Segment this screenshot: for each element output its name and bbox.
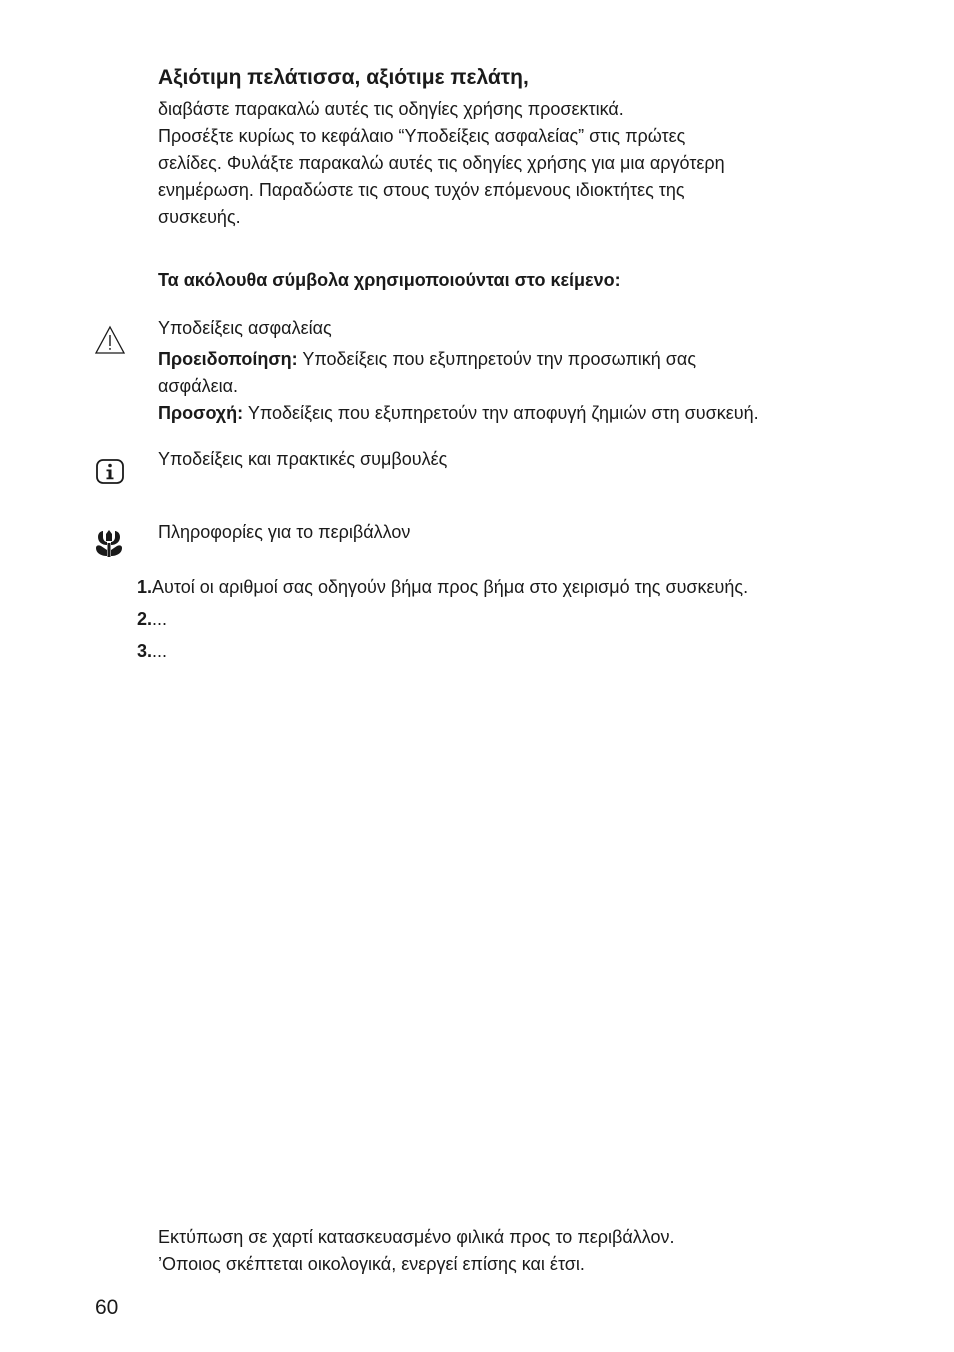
page-title: Αξιότιμη πελάτισσα, αξιότιμε πελάτη, <box>158 66 529 89</box>
list-item <box>127 577 748 609</box>
step-text: ... <box>152 641 168 661</box>
intro-line: Προσέξτε κυρίως το κεφάλαιο “Υποδείξεις ασφαλείας” στις πρώτες <box>158 126 686 146</box>
info-icon <box>94 456 126 488</box>
list-item <box>127 641 748 673</box>
caution-text: Υποδείξεις που εξυπηρετούν την αποφυγή ζημιών στη συσκευή. <box>243 403 759 423</box>
intro-paragraph <box>158 96 878 231</box>
warning-line <box>158 346 696 373</box>
intro-line: ενημέρωση. Παραδώστε τις στους τυχόν επόμενους ιδιοκτήτες της <box>158 180 685 200</box>
symbols-heading: Τα ακόλουθα σύμβολα χρησιμοποιούνται στο κείμενο: <box>158 270 621 290</box>
footer-note-line: Εκτύπωση σε χαρτί κατασκευασμένο φιλικά προς το περιβάλλον. <box>158 1227 675 1247</box>
safety-symbol-label: Υποδείξεις ασφαλείας <box>158 318 332 338</box>
warning-text: Υποδείξεις που εξυπηρετούν την προσωπική σας <box>297 349 697 369</box>
steps-list <box>127 577 748 673</box>
step-number: 1. <box>136 577 152 597</box>
step-text: Αυτοί οι αριθμοί σας οδηγούν βήμα προς βήμα στο χειρισμό της συσκευής. <box>152 577 749 597</box>
info-symbol-label: Υποδείξεις και πρακτικές συμβουλές <box>158 449 448 469</box>
warning-line-continued: ασφάλεια. <box>158 376 239 396</box>
environment-flower-icon <box>93 528 125 560</box>
intro-line: διαβάστε παρακαλώ αυτές τις οδηγίες χρήσης προσεκτικά. <box>158 99 624 119</box>
intro-line: σελίδες. Φυλάξτε παρακαλώ αυτές τις οδηγίες χρήσης για μια αργότερη <box>158 153 725 173</box>
page-number: 60 <box>95 1296 119 1319</box>
environment-symbol-label: Πληροφορίες για το περιβάλλον <box>158 522 411 542</box>
caution-line <box>158 400 759 427</box>
step-text: ... <box>152 609 168 629</box>
intro-line: συσκευής. <box>158 207 241 227</box>
step-number: 2. <box>136 609 152 629</box>
list-item <box>127 609 748 641</box>
warning-triangle-icon <box>94 324 126 356</box>
footer-note-line: ’Οποιος σκέπτεται οικολογικά, ενεργεί επίσης και έτσι. <box>158 1254 585 1274</box>
caution-label: Προσοχή: <box>158 403 244 423</box>
warning-label: Προειδοποίηση: <box>158 349 298 369</box>
step-number: 3. <box>136 641 152 661</box>
